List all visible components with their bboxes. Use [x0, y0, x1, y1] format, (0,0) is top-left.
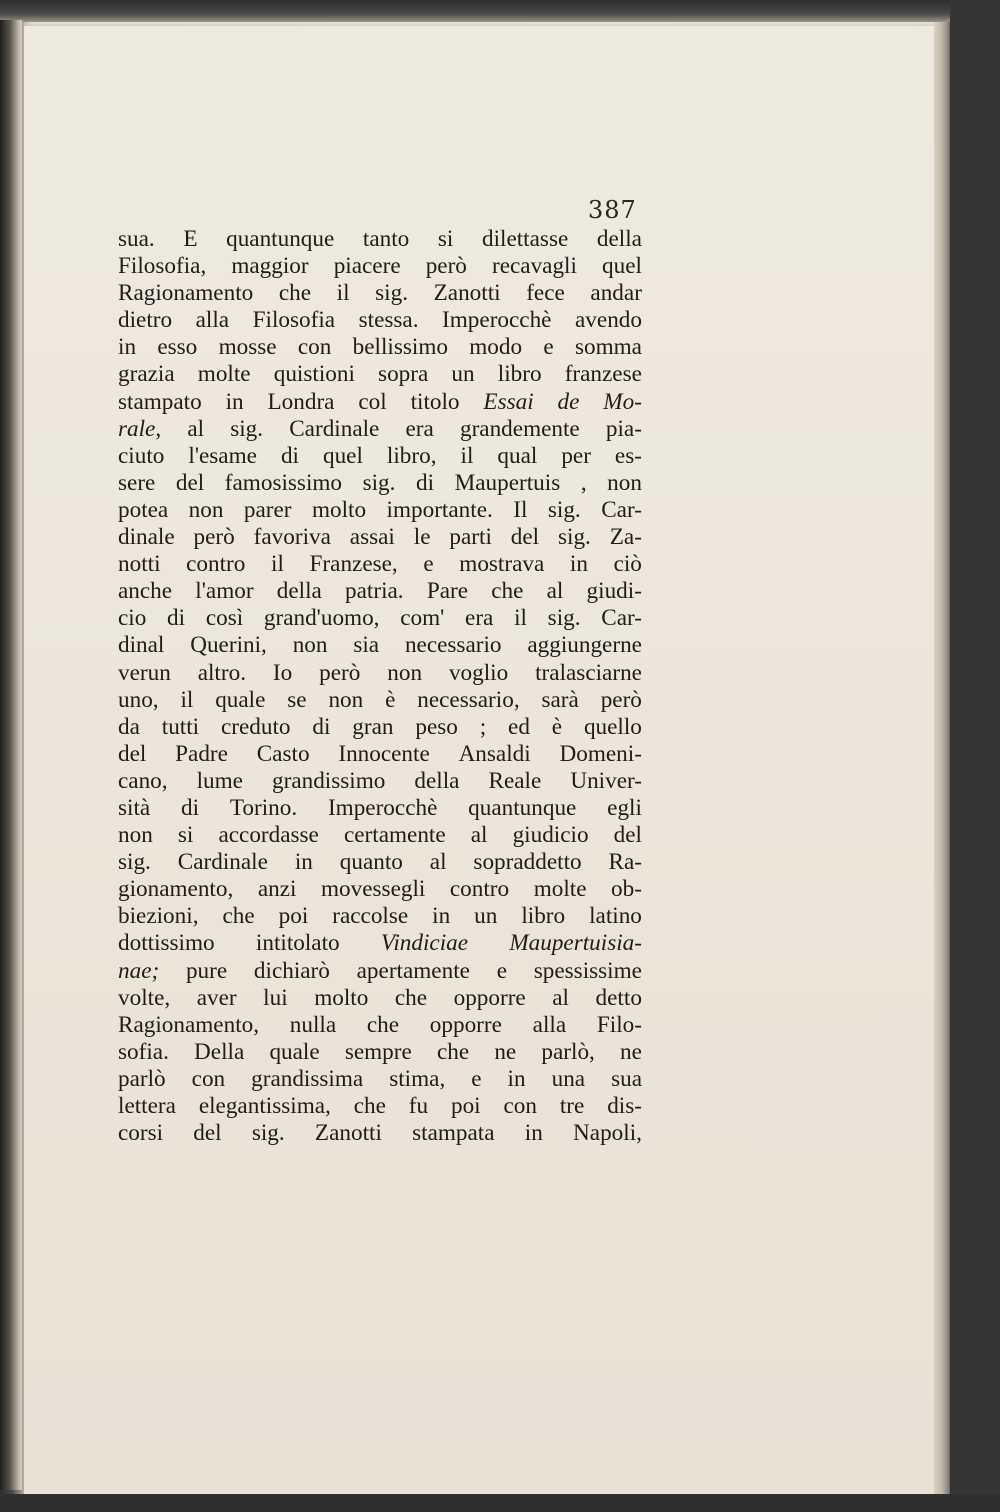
word: assai [349, 524, 395, 551]
word: egli [607, 794, 642, 821]
word: il [336, 280, 350, 307]
word: però [600, 686, 642, 713]
word: esso [157, 334, 198, 361]
word: Imperocchè [327, 794, 438, 821]
word: Maupertuisia- [509, 930, 642, 957]
text-line [118, 307, 642, 334]
word: Londra [267, 388, 335, 415]
word: de [557, 388, 580, 415]
word: mosse [218, 334, 277, 361]
text-line [118, 632, 642, 659]
word: ed [508, 713, 530, 740]
text-line [118, 334, 642, 361]
word: sig. [362, 469, 396, 496]
word: in [118, 334, 137, 361]
word: voglio [448, 659, 509, 686]
word: gionamento, [118, 876, 234, 903]
word: se [287, 686, 307, 713]
word: biezioni, [118, 903, 199, 930]
word: il [460, 442, 474, 469]
word: il [514, 605, 527, 632]
text-line [118, 876, 642, 903]
text-line [118, 714, 642, 741]
word: Ragionamento, [118, 1011, 260, 1038]
word: che [222, 903, 255, 930]
text-line [118, 551, 642, 578]
word: sua. [118, 226, 155, 252]
scan-background-right [950, 0, 1000, 1512]
word: e [423, 551, 434, 578]
page-number: 387 [588, 196, 637, 224]
word: da [118, 713, 140, 740]
word: creduto [220, 713, 291, 740]
text-line [118, 660, 642, 687]
text-line [118, 1012, 642, 1039]
word: quistioni [273, 361, 355, 388]
word: una [551, 1065, 586, 1092]
text-line [118, 470, 642, 497]
word: della [276, 578, 322, 605]
word: che [353, 1093, 386, 1119]
word: parer [243, 496, 292, 523]
word: in [524, 1120, 543, 1147]
text-line [118, 497, 642, 524]
text-line [118, 903, 642, 930]
word: Cardinale [289, 415, 380, 442]
word: sempre [344, 1038, 412, 1065]
text-line [118, 524, 642, 551]
word: del [175, 469, 205, 496]
word: però [425, 253, 467, 280]
word: Della [194, 1038, 245, 1065]
word: anche [118, 578, 173, 605]
word: del [118, 740, 147, 767]
word: Car- [601, 605, 642, 632]
word: andar [590, 280, 642, 307]
word: sig. [547, 496, 581, 523]
word: non [387, 659, 423, 686]
word: patria. [345, 578, 404, 605]
text-line [118, 605, 642, 632]
word: del [510, 524, 540, 551]
word: e [471, 1065, 482, 1092]
word: così [205, 605, 244, 632]
word: necessario [404, 632, 502, 659]
word: elegantissima, [198, 1093, 331, 1119]
word: tanto [362, 226, 410, 252]
word: Franzese, [309, 551, 398, 578]
word: volte, [118, 984, 171, 1011]
word: ciò [613, 551, 642, 578]
word: verun [118, 659, 171, 686]
word: lui [263, 984, 288, 1011]
word: l'esame [188, 442, 257, 469]
word: al [429, 849, 447, 876]
word: di [167, 605, 186, 632]
word: con [191, 1065, 226, 1092]
word: Za- [609, 524, 642, 551]
word: sopraddetto [473, 849, 582, 876]
word: al [546, 578, 564, 605]
word: però [319, 659, 361, 686]
word: sig. [558, 524, 591, 551]
word: Essai [483, 388, 534, 415]
word: franzese [564, 361, 642, 388]
word: piacere [333, 253, 401, 280]
word: Pare [426, 578, 469, 605]
word: Napoli, [573, 1120, 642, 1147]
word: che [491, 578, 524, 605]
text-line [118, 849, 642, 876]
word: di [416, 469, 435, 496]
text-line [118, 930, 642, 957]
word: dis- [607, 1093, 642, 1119]
word: raccolse [332, 903, 409, 930]
word: opporre [453, 984, 526, 1011]
word: sig. [230, 415, 264, 442]
word: parlò [118, 1065, 166, 1092]
word: era [405, 415, 434, 442]
word: Univer- [570, 767, 642, 794]
scan-background-bottom [0, 1494, 1000, 1512]
word: Filosofia [252, 307, 336, 334]
word: sere [118, 469, 156, 496]
word: Mo- [603, 388, 642, 415]
text-line [118, 1093, 642, 1120]
word: Filo- [596, 1011, 642, 1038]
word: grazia [118, 361, 175, 388]
word: fece [526, 280, 565, 307]
word: al [187, 415, 205, 442]
word: molto [314, 984, 369, 1011]
word: quantunque [226, 226, 335, 252]
word: E [183, 226, 198, 252]
word: Car- [601, 496, 642, 523]
word: col [358, 388, 387, 415]
word: sig. [375, 280, 408, 307]
word: al [470, 822, 488, 849]
word: dottissimo [118, 930, 215, 957]
word: in [294, 849, 313, 876]
word: quale [269, 1038, 320, 1065]
word: sofia. [118, 1038, 169, 1065]
word: certamente [343, 822, 446, 849]
word: molte [533, 876, 587, 903]
word: della [414, 767, 460, 794]
text-line [118, 253, 642, 280]
word: che [394, 984, 428, 1011]
word: aver [196, 984, 237, 1011]
word: detto [595, 984, 642, 1011]
word: importante. [386, 496, 493, 523]
word: somma [574, 334, 642, 361]
word: dinale [118, 524, 175, 551]
word: apertamente [356, 957, 470, 984]
word: Zanotti [314, 1120, 382, 1147]
word: un [451, 361, 475, 388]
word: grandissima [251, 1065, 364, 1092]
word: peso [415, 713, 458, 740]
text-line [118, 361, 642, 388]
word: cano, [118, 767, 168, 794]
word: Ra- [608, 849, 642, 876]
text-line [118, 985, 642, 1012]
word: sig. [118, 849, 151, 876]
word: al [552, 984, 569, 1011]
word: non [292, 632, 328, 659]
word: cio [118, 605, 147, 632]
word: modo [469, 334, 523, 361]
word: in [432, 903, 451, 930]
text-line [118, 578, 642, 605]
word: e [496, 957, 507, 984]
word: contro [449, 876, 510, 903]
word: Vindiciae [380, 930, 469, 957]
word: dinal [118, 632, 165, 659]
word: si [437, 226, 454, 252]
word: movessegli [321, 876, 426, 903]
word: alla [195, 307, 230, 334]
word: stima, [389, 1065, 446, 1092]
scan-background-top [0, 0, 1000, 22]
text-line [118, 280, 642, 307]
word: giudicio [512, 822, 589, 849]
word: Querini, [190, 632, 267, 659]
word: per [561, 442, 591, 469]
word: sopra [378, 361, 429, 388]
word: sig. [251, 1120, 285, 1147]
text-line [118, 1120, 642, 1147]
word: com' [400, 605, 445, 632]
word: ne [620, 1038, 642, 1065]
word: lettera [118, 1093, 176, 1119]
word: necessario, [417, 686, 520, 713]
word: quantunque [468, 794, 577, 821]
word: che [278, 280, 312, 307]
word: mostrava [459, 551, 545, 578]
word: favoriva [253, 524, 331, 551]
word: non [328, 686, 364, 713]
word: non [118, 822, 153, 849]
word: corsi [118, 1120, 164, 1147]
word: Filosofia, [118, 253, 207, 280]
word: famosissimo [224, 469, 343, 496]
word: che [436, 1038, 470, 1065]
word: recavagli [491, 253, 577, 280]
word: bellissimo [352, 334, 448, 361]
word: potea [118, 496, 169, 523]
word: quel [322, 442, 363, 469]
word: stessa. [358, 307, 419, 334]
word: sig. [547, 605, 581, 632]
word: però [193, 524, 235, 551]
word: giudi- [586, 578, 642, 605]
word: libro [521, 903, 566, 930]
word: libro, [386, 442, 437, 469]
word: nae; [118, 957, 160, 984]
word: il [180, 686, 194, 713]
text-line [118, 226, 642, 253]
word: stampato [118, 388, 202, 415]
word: in [569, 551, 588, 578]
word: era [465, 605, 494, 632]
word: pure [185, 957, 228, 984]
word: Ragionamento [118, 280, 254, 307]
word: quale [215, 686, 266, 713]
word: un [474, 903, 498, 930]
word: di [312, 713, 331, 740]
word: libro [497, 361, 542, 388]
word: Il [513, 496, 528, 523]
word: sua [611, 1065, 642, 1092]
word: le [413, 524, 431, 551]
word: aggiungerne [527, 632, 642, 659]
word: Reale [488, 767, 542, 794]
word: Casto [256, 740, 310, 767]
word: accordasse [218, 822, 319, 849]
word: poi [278, 903, 309, 930]
word: spessissime [533, 957, 642, 984]
word: intitolato [255, 930, 340, 957]
word: Maupertuis [454, 469, 561, 496]
word: qual [497, 442, 538, 469]
text-line [118, 443, 642, 470]
text-line [118, 795, 642, 822]
word: tre [559, 1093, 585, 1119]
word: grandemente [459, 415, 580, 442]
word: Padre [175, 740, 228, 767]
word: sità [118, 794, 151, 821]
word: poi [450, 1093, 481, 1119]
word: Innocente [338, 740, 430, 767]
word: quello [583, 713, 642, 740]
word: ob- [611, 876, 642, 903]
text-line [118, 1066, 642, 1093]
word: tralasciarne [535, 659, 642, 686]
word: non [188, 496, 224, 523]
word: Torino. [229, 794, 298, 821]
word: è [385, 686, 396, 713]
text-line [118, 822, 642, 849]
word: quel [602, 253, 642, 280]
word: Cardinale [177, 849, 268, 876]
word: stampata [412, 1120, 495, 1147]
word: lume [196, 767, 243, 794]
word: e [543, 334, 554, 361]
text-line [118, 389, 642, 416]
word: uno, [118, 686, 159, 713]
word: , [580, 469, 587, 496]
word: dilettasse [481, 226, 569, 252]
word: dietro [118, 307, 173, 334]
word: Zanotti [433, 280, 501, 307]
word: tutti [161, 713, 200, 740]
word: nulla [289, 1011, 337, 1038]
word: altro. [197, 659, 246, 686]
word: alla [532, 1011, 567, 1038]
word: di [181, 794, 200, 821]
word: molto [311, 496, 367, 523]
word: opporre [429, 1011, 502, 1038]
text-line [118, 958, 642, 985]
word: molte [197, 361, 251, 388]
word: avendo [575, 307, 642, 334]
word: sarà [541, 686, 579, 713]
word: del [613, 822, 642, 849]
word: in [225, 388, 244, 415]
word: che [366, 1011, 400, 1038]
word: di [280, 442, 299, 469]
word: sia [353, 632, 380, 659]
word: fu [408, 1093, 429, 1119]
word: ; [479, 713, 487, 740]
word: Io [272, 659, 293, 686]
word: con [297, 334, 332, 361]
text-line [118, 768, 642, 795]
word: in [507, 1065, 526, 1092]
word: rale, [118, 415, 162, 442]
word: anzi [257, 876, 297, 903]
word: ne [494, 1038, 517, 1065]
word: parti [449, 524, 492, 551]
word: Domeni- [559, 740, 642, 767]
word: dichiarò [253, 957, 330, 984]
text-line [118, 687, 642, 714]
word: grandissimo [272, 767, 386, 794]
word: parlò, [541, 1038, 595, 1065]
word: contro [186, 551, 246, 578]
word: non [607, 469, 642, 496]
previous-page-edge [0, 20, 22, 1490]
text-line [118, 741, 642, 768]
text-line [118, 416, 642, 443]
word: Imperocchè [442, 307, 552, 334]
word: Ansaldi [458, 740, 531, 767]
word: latino [589, 903, 642, 930]
body-text [118, 226, 642, 1147]
word: ciuto [118, 442, 165, 469]
word: quanto [339, 849, 403, 876]
word: del [193, 1120, 222, 1147]
word: gran [352, 713, 394, 740]
word: è [551, 713, 563, 740]
word: pia- [605, 415, 642, 442]
word: l'amor [195, 578, 254, 605]
word: il [271, 551, 284, 578]
word: maggior [231, 253, 309, 280]
word: grand'uomo, [263, 605, 380, 632]
word: notti [118, 551, 161, 578]
word: titolo [410, 388, 460, 415]
word: con [503, 1093, 537, 1119]
text-line [118, 1039, 642, 1066]
word: della [596, 226, 642, 252]
word: es- [614, 442, 642, 469]
word: si [177, 822, 194, 849]
